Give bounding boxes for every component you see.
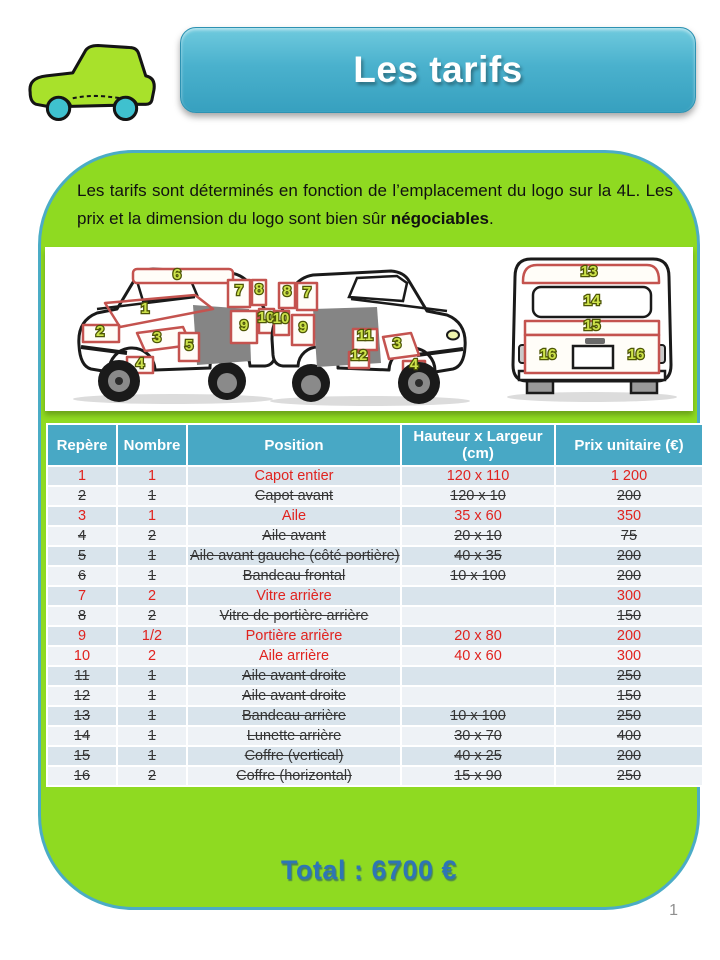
cell-dim: [402, 587, 554, 605]
cell-nombre: 1: [118, 747, 186, 765]
cell-nombre: 1: [118, 727, 186, 745]
cell-position: Coffre (horizontal): [188, 767, 400, 785]
header-position: Position: [188, 425, 400, 465]
intro-part2: .: [489, 209, 494, 228]
zone-number-badge: 12: [350, 347, 368, 364]
total-label: Total : 6700 €: [280, 855, 458, 885]
cell-prix: 200: [556, 487, 702, 505]
cell-repere: 1: [48, 467, 116, 485]
table-row: [48, 667, 702, 685]
cell-dim: 30 x 70: [402, 727, 554, 745]
cell-position: Aile avant: [188, 527, 400, 545]
cell-nombre: 1: [118, 707, 186, 725]
car-zones-diagram: [45, 247, 693, 411]
table-row: [48, 527, 702, 545]
cell-position: Coffre (vertical): [188, 747, 400, 765]
table-header-row: [48, 425, 702, 465]
cell-dim: 120 x 10: [402, 487, 554, 505]
cell-position: Lunette arrière: [188, 727, 400, 745]
cell-position: Aile: [188, 507, 400, 525]
cell-repere: 8: [48, 607, 116, 625]
cell-prix: 200: [556, 747, 702, 765]
intro-bold: négociables: [390, 209, 490, 228]
zone-number-badge: 10: [272, 310, 290, 327]
cell-repere: 13: [48, 707, 116, 725]
cell-prix: 150: [556, 607, 702, 625]
cell-prix: 200: [556, 547, 702, 565]
zone-number-badge: 1: [140, 300, 150, 317]
zone-number-badge: 3: [392, 335, 402, 352]
cell-position: Capot avant: [188, 487, 400, 505]
cell-repere: 14: [48, 727, 116, 745]
table-row: [48, 747, 702, 765]
cell-dim: 40 x 35: [402, 547, 554, 565]
cell-nombre: 1: [118, 667, 186, 685]
cell-repere: 5: [48, 547, 116, 565]
cell-position: Bandeau frontal: [188, 567, 400, 585]
zone-number-badge: 7: [302, 284, 312, 301]
cell-dim: 40 x 60: [402, 647, 554, 665]
cell-dim: 120 x 110: [402, 467, 554, 485]
price-table: [46, 423, 704, 787]
cell-nombre: 1: [118, 467, 186, 485]
cell-nombre: 2: [118, 527, 186, 545]
cell-repere: 15: [48, 747, 116, 765]
intro-text: [77, 177, 673, 233]
table-body: [48, 467, 702, 785]
cell-prix: 400: [556, 727, 702, 745]
cell-repere: 2: [48, 487, 116, 505]
cell-nombre: 1: [118, 547, 186, 565]
zone-number-badge: 2: [95, 323, 105, 340]
cell-repere: 12: [48, 687, 116, 705]
cell-dim: 10 x 100: [402, 567, 554, 585]
cell-repere: 16: [48, 767, 116, 785]
cell-prix: 250: [556, 667, 702, 685]
cell-dim: 10 x 100: [402, 707, 554, 725]
cell-position: Aile avant droite: [188, 667, 400, 685]
cell-nombre: 1: [118, 507, 186, 525]
cell-dim: 35 x 60: [402, 507, 554, 525]
zone-number-badge: 15: [583, 317, 601, 334]
zone-number-badge: 14: [583, 292, 601, 309]
cell-repere: 3: [48, 507, 116, 525]
cell-nombre: 1: [118, 487, 186, 505]
cell-prix: 75: [556, 527, 702, 545]
cell-repere: 10: [48, 647, 116, 665]
cell-position: Aile avant gauche (côté portière): [190, 548, 400, 564]
table-row: [48, 627, 702, 645]
table-row: [48, 687, 702, 705]
zone-number-badge: 10: [257, 309, 275, 326]
header-nombre: Nombre: [118, 425, 186, 465]
cell-prix: 300: [556, 587, 702, 605]
page-title: Les tarifs: [353, 49, 523, 90]
table-row: [48, 467, 702, 485]
zone-number-badge: 9: [239, 317, 249, 334]
intro-part1: Les tarifs sont déterminés en fonction de l’emplacement du logo sur la 4L. Les prix et la dimension du logo sont bien sûr: [77, 181, 673, 228]
header-prix: Prix unitaire (€): [556, 425, 702, 465]
zone-number-badge: 3: [152, 329, 162, 346]
header-dimensions: Hauteur x Largeur (cm): [402, 425, 554, 465]
table-row: [48, 607, 702, 625]
zone-number-badge: 8: [254, 281, 264, 298]
table-row: [48, 547, 702, 565]
cell-prix: 350: [556, 507, 702, 525]
zone-number-badge: 6: [172, 266, 182, 283]
cell-dim: [402, 667, 554, 685]
cell-position: Aile avant droite: [188, 687, 400, 705]
cell-prix: 250: [556, 707, 702, 725]
cell-dim: [402, 687, 554, 705]
cell-dim: 40 x 25: [402, 747, 554, 765]
cell-repere: 7: [48, 587, 116, 605]
cell-position: Vitre arrière: [188, 587, 400, 605]
content-panel: [38, 150, 700, 910]
cell-position: Bandeau arrière: [188, 707, 400, 725]
zone-number-badge: 9: [298, 319, 308, 336]
cell-nombre: 1: [118, 687, 186, 705]
cell-dim: 15 x 90: [402, 767, 554, 785]
cell-position: Vitre de portière arrière: [188, 607, 400, 625]
cell-repere: 11: [48, 667, 116, 685]
zone-number-badge: 16: [627, 346, 645, 363]
table-row: [48, 587, 702, 605]
title-banner: [180, 27, 696, 113]
cell-prix: 200: [556, 567, 702, 585]
cell-dim: [402, 607, 554, 625]
cell-dim: 20 x 80: [402, 627, 554, 645]
car-clipart-icon: [20, 34, 162, 130]
cell-position: Capot entier: [188, 467, 400, 485]
cell-position: Aile arrière: [188, 647, 400, 665]
car-diagram-svg: [45, 247, 693, 411]
zone-number-badge: 4: [409, 356, 419, 373]
page-number: 1: [669, 902, 678, 919]
cell-nombre: 2: [118, 767, 186, 785]
table-row: [48, 767, 702, 785]
cell-prix: 250: [556, 767, 702, 785]
zone-number-badge: 11: [357, 327, 373, 344]
cell-position: Portière arrière: [188, 627, 400, 645]
zone-number-badge: 8: [282, 283, 292, 300]
zone-number-badge: 13: [580, 263, 598, 280]
zone-number-badge: 5: [184, 337, 194, 354]
cell-nombre: 2: [118, 647, 186, 665]
cell-nombre: 2: [118, 587, 186, 605]
header-repere: Repère: [48, 425, 116, 465]
cell-nombre: 2: [118, 607, 186, 625]
table-row: [48, 487, 702, 505]
cell-prix: 150: [556, 687, 702, 705]
car-front-left-view: [79, 269, 276, 402]
cell-repere: 6: [48, 567, 116, 585]
table-row: [48, 647, 702, 665]
table-row: [48, 727, 702, 745]
cell-prix: 300: [556, 647, 702, 665]
cell-nombre: 1: [118, 567, 186, 585]
cell-prix: 200: [556, 627, 702, 645]
zone-number-badge: 4: [135, 355, 145, 372]
cell-repere: 9: [48, 627, 116, 645]
cell-nombre: 1/2: [118, 627, 186, 645]
table-row: [48, 707, 702, 725]
cell-dim: 20 x 10: [402, 527, 554, 545]
zone-number-badge: 7: [234, 282, 244, 299]
zone-number-badge: 16: [539, 346, 557, 363]
cell-prix: 1 200: [556, 467, 702, 485]
table-row: [48, 567, 702, 585]
cell-repere: 4: [48, 527, 116, 545]
table-row: [48, 507, 702, 525]
